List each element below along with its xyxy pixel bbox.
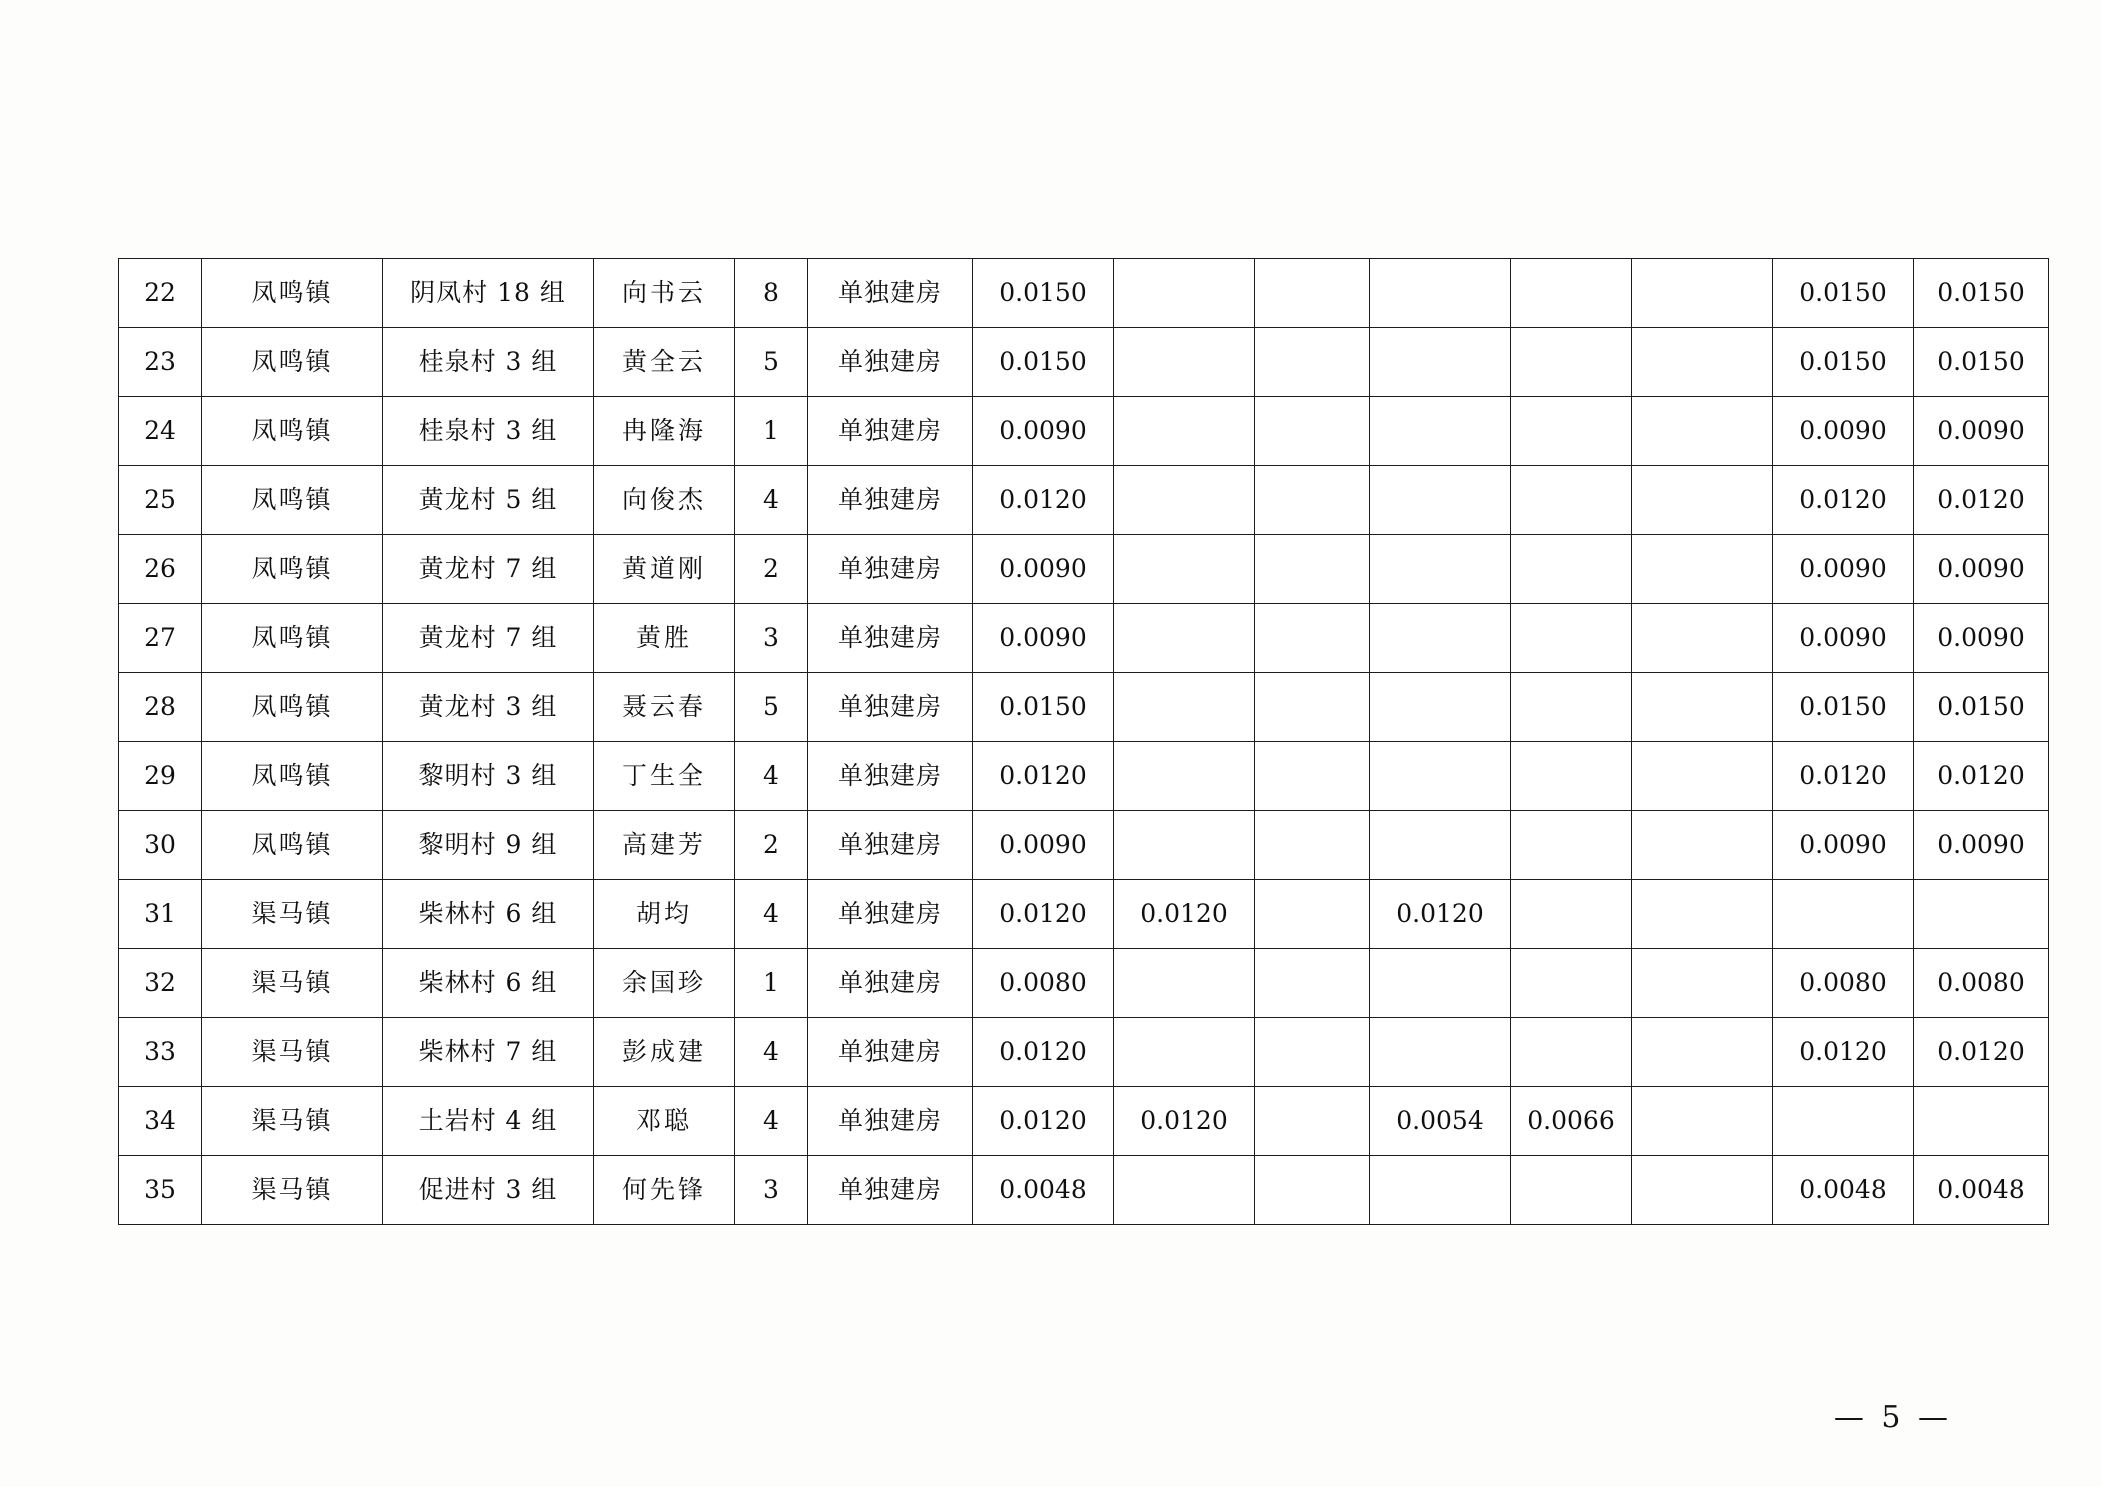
table-container — [118, 258, 2025, 1225]
cell-value-6 — [1632, 1156, 1773, 1225]
cell-index: 30 — [119, 811, 202, 880]
cell-type: 单独建房 — [808, 466, 973, 535]
cell-value-4 — [1370, 949, 1511, 1018]
cell-value-8: 0.0120 — [1914, 466, 2049, 535]
cell-value-5 — [1511, 1156, 1632, 1225]
cell-value-8: 0.0120 — [1914, 742, 2049, 811]
cell-name: 黄道刚 — [594, 535, 735, 604]
cell-value-5 — [1511, 1018, 1632, 1087]
cell-index: 32 — [119, 949, 202, 1018]
cell-value-1: 0.0120 — [973, 880, 1114, 949]
cell-value-1: 0.0120 — [973, 742, 1114, 811]
table-row — [119, 328, 2049, 397]
cell-value-3 — [1255, 1087, 1370, 1156]
cell-type: 单独建房 — [808, 880, 973, 949]
cell-value-1: 0.0090 — [973, 604, 1114, 673]
cell-index: 34 — [119, 1087, 202, 1156]
cell-name: 黄胜 — [594, 604, 735, 673]
table-row — [119, 1087, 2049, 1156]
cell-value-2 — [1114, 397, 1255, 466]
cell-town: 凤鸣镇 — [202, 466, 383, 535]
table-row — [119, 1018, 2049, 1087]
cell-town: 渠马镇 — [202, 880, 383, 949]
cell-index: 28 — [119, 673, 202, 742]
cell-town: 凤鸣镇 — [202, 604, 383, 673]
cell-value-3 — [1255, 742, 1370, 811]
cell-town: 渠马镇 — [202, 949, 383, 1018]
cell-count: 4 — [735, 1018, 808, 1087]
cell-value-7: 0.0090 — [1773, 535, 1914, 604]
cell-index: 23 — [119, 328, 202, 397]
cell-type: 单独建房 — [808, 742, 973, 811]
cell-value-1: 0.0080 — [973, 949, 1114, 1018]
cell-value-1: 0.0120 — [973, 1087, 1114, 1156]
cell-value-4 — [1370, 535, 1511, 604]
cell-value-5 — [1511, 742, 1632, 811]
cell-value-6 — [1632, 466, 1773, 535]
cell-value-3 — [1255, 1018, 1370, 1087]
cell-town: 凤鸣镇 — [202, 397, 383, 466]
cell-village: 阴凤村 18 组 — [383, 259, 594, 328]
cell-value-4: 0.0054 — [1370, 1087, 1511, 1156]
cell-value-5 — [1511, 328, 1632, 397]
cell-index: 24 — [119, 397, 202, 466]
table-row — [119, 397, 2049, 466]
cell-value-4 — [1370, 811, 1511, 880]
cell-value-4 — [1370, 742, 1511, 811]
cell-count: 1 — [735, 949, 808, 1018]
cell-value-8: 0.0120 — [1914, 1018, 2049, 1087]
cell-value-1: 0.0150 — [973, 328, 1114, 397]
cell-value-3 — [1255, 328, 1370, 397]
cell-value-4: 0.0120 — [1370, 880, 1511, 949]
cell-value-2 — [1114, 328, 1255, 397]
cell-index: 22 — [119, 259, 202, 328]
cell-index: 29 — [119, 742, 202, 811]
cell-town: 凤鸣镇 — [202, 328, 383, 397]
cell-village: 黎明村 3 组 — [383, 742, 594, 811]
cell-count: 2 — [735, 811, 808, 880]
cell-value-7: 0.0080 — [1773, 949, 1914, 1018]
cell-value-5 — [1511, 397, 1632, 466]
cell-name: 彭成建 — [594, 1018, 735, 1087]
cell-value-7: 0.0120 — [1773, 1018, 1914, 1087]
cell-value-1: 0.0048 — [973, 1156, 1114, 1225]
cell-value-6 — [1632, 328, 1773, 397]
cell-type: 单独建房 — [808, 259, 973, 328]
cell-type: 单独建房 — [808, 1018, 973, 1087]
table-row — [119, 1156, 2049, 1225]
cell-value-6 — [1632, 742, 1773, 811]
cell-value-6 — [1632, 535, 1773, 604]
cell-value-3 — [1255, 466, 1370, 535]
cell-name: 何先锋 — [594, 1156, 735, 1225]
cell-value-8: 0.0090 — [1914, 604, 2049, 673]
cell-value-2: 0.0120 — [1114, 1087, 1255, 1156]
cell-name: 向俊杰 — [594, 466, 735, 535]
cell-village: 黄龙村 3 组 — [383, 673, 594, 742]
cell-value-8: 0.0090 — [1914, 811, 2049, 880]
table-row — [119, 535, 2049, 604]
cell-value-6 — [1632, 1087, 1773, 1156]
cell-index: 26 — [119, 535, 202, 604]
cell-value-7: 0.0090 — [1773, 397, 1914, 466]
cell-village: 土岩村 4 组 — [383, 1087, 594, 1156]
cell-town: 渠马镇 — [202, 1156, 383, 1225]
cell-name: 冉隆海 — [594, 397, 735, 466]
cell-value-8: 0.0090 — [1914, 535, 2049, 604]
cell-value-5 — [1511, 466, 1632, 535]
cell-value-1: 0.0150 — [973, 673, 1114, 742]
cell-value-7: 0.0150 — [1773, 328, 1914, 397]
cell-village: 黄龙村 5 组 — [383, 466, 594, 535]
cell-value-2 — [1114, 604, 1255, 673]
cell-value-2 — [1114, 1018, 1255, 1087]
cell-count: 5 — [735, 673, 808, 742]
cell-count: 4 — [735, 466, 808, 535]
cell-name: 丁生全 — [594, 742, 735, 811]
cell-value-4 — [1370, 259, 1511, 328]
cell-index: 35 — [119, 1156, 202, 1225]
cell-value-1: 0.0090 — [973, 811, 1114, 880]
table-row — [119, 949, 2049, 1018]
cell-town: 凤鸣镇 — [202, 742, 383, 811]
cell-value-3 — [1255, 397, 1370, 466]
cell-value-2 — [1114, 1156, 1255, 1225]
cell-value-4 — [1370, 1018, 1511, 1087]
cell-value-1: 0.0090 — [973, 397, 1114, 466]
cell-index: 33 — [119, 1018, 202, 1087]
cell-town: 渠马镇 — [202, 1018, 383, 1087]
cell-count: 3 — [735, 1156, 808, 1225]
cell-value-4 — [1370, 466, 1511, 535]
cell-value-3 — [1255, 1156, 1370, 1225]
cell-value-5 — [1511, 673, 1632, 742]
cell-type: 单独建房 — [808, 535, 973, 604]
cell-value-2: 0.0120 — [1114, 880, 1255, 949]
cell-town: 渠马镇 — [202, 1087, 383, 1156]
cell-value-7: 0.0048 — [1773, 1156, 1914, 1225]
cell-village: 黎明村 9 组 — [383, 811, 594, 880]
cell-town: 凤鸣镇 — [202, 811, 383, 880]
cell-value-8 — [1914, 1087, 2049, 1156]
cell-value-2 — [1114, 259, 1255, 328]
table-row — [119, 604, 2049, 673]
cell-type: 单独建房 — [808, 397, 973, 466]
cell-value-6 — [1632, 880, 1773, 949]
cell-value-6 — [1632, 811, 1773, 880]
cell-value-8: 0.0080 — [1914, 949, 2049, 1018]
cell-name: 聂云春 — [594, 673, 735, 742]
cell-type: 单独建房 — [808, 673, 973, 742]
cell-value-1: 0.0090 — [973, 535, 1114, 604]
cell-village: 柴林村 7 组 — [383, 1018, 594, 1087]
cell-name: 高建芳 — [594, 811, 735, 880]
cell-value-5 — [1511, 604, 1632, 673]
cell-value-8: 0.0150 — [1914, 673, 2049, 742]
table-body — [119, 259, 2049, 1225]
cell-village: 桂泉村 3 组 — [383, 328, 594, 397]
cell-index: 31 — [119, 880, 202, 949]
cell-village: 黄龙村 7 组 — [383, 604, 594, 673]
table-row — [119, 673, 2049, 742]
cell-value-8: 0.0150 — [1914, 328, 2049, 397]
table-row — [119, 742, 2049, 811]
cell-value-7: 0.0150 — [1773, 673, 1914, 742]
cell-value-3 — [1255, 811, 1370, 880]
cell-value-1: 0.0120 — [973, 1018, 1114, 1087]
cell-village: 柴林村 6 组 — [383, 949, 594, 1018]
cell-value-6 — [1632, 1018, 1773, 1087]
cell-value-3 — [1255, 535, 1370, 604]
cell-value-7: 0.0120 — [1773, 742, 1914, 811]
cell-count: 4 — [735, 742, 808, 811]
cell-value-1: 0.0120 — [973, 466, 1114, 535]
cell-value-7: 0.0150 — [1773, 259, 1914, 328]
cell-value-8 — [1914, 880, 2049, 949]
cell-value-1: 0.0150 — [973, 259, 1114, 328]
cell-village: 促进村 3 组 — [383, 1156, 594, 1225]
cell-value-7: 0.0120 — [1773, 466, 1914, 535]
cell-value-8: 0.0048 — [1914, 1156, 2049, 1225]
table-row — [119, 880, 2049, 949]
cell-town: 凤鸣镇 — [202, 673, 383, 742]
cell-value-6 — [1632, 673, 1773, 742]
cell-name: 余国珍 — [594, 949, 735, 1018]
cell-value-6 — [1632, 604, 1773, 673]
cell-count: 3 — [735, 604, 808, 673]
cell-value-2 — [1114, 673, 1255, 742]
cell-index: 27 — [119, 604, 202, 673]
table-row — [119, 259, 2049, 328]
cell-value-4 — [1370, 1156, 1511, 1225]
cell-value-5 — [1511, 880, 1632, 949]
cell-count: 5 — [735, 328, 808, 397]
cell-value-7: 0.0090 — [1773, 604, 1914, 673]
cell-count: 1 — [735, 397, 808, 466]
cell-type: 单独建房 — [808, 949, 973, 1018]
cell-value-4 — [1370, 397, 1511, 466]
cell-value-7: 0.0090 — [1773, 811, 1914, 880]
cell-value-5 — [1511, 811, 1632, 880]
cell-name: 向书云 — [594, 259, 735, 328]
cell-name: 胡均 — [594, 880, 735, 949]
cell-type: 单独建房 — [808, 1087, 973, 1156]
cell-type: 单独建房 — [808, 1156, 973, 1225]
cell-value-3 — [1255, 604, 1370, 673]
cell-name: 黄全云 — [594, 328, 735, 397]
cell-value-5 — [1511, 949, 1632, 1018]
cell-value-3 — [1255, 880, 1370, 949]
cell-value-8: 0.0150 — [1914, 259, 2049, 328]
cell-village: 桂泉村 3 组 — [383, 397, 594, 466]
cell-value-7 — [1773, 880, 1914, 949]
cell-value-2 — [1114, 811, 1255, 880]
cell-value-3 — [1255, 673, 1370, 742]
table-row — [119, 811, 2049, 880]
cell-value-8: 0.0090 — [1914, 397, 2049, 466]
table-row — [119, 466, 2049, 535]
cell-value-3 — [1255, 949, 1370, 1018]
cell-value-6 — [1632, 397, 1773, 466]
cell-value-4 — [1370, 604, 1511, 673]
cell-value-2 — [1114, 466, 1255, 535]
cell-town: 凤鸣镇 — [202, 259, 383, 328]
cell-village: 黄龙村 7 组 — [383, 535, 594, 604]
cell-type: 单独建房 — [808, 604, 973, 673]
cell-type: 单独建房 — [808, 328, 973, 397]
cell-value-6 — [1632, 259, 1773, 328]
cell-value-3 — [1255, 259, 1370, 328]
cell-value-2 — [1114, 742, 1255, 811]
cell-count: 2 — [735, 535, 808, 604]
cell-index: 25 — [119, 466, 202, 535]
cell-name: 邓聪 — [594, 1087, 735, 1156]
cell-value-4 — [1370, 673, 1511, 742]
cell-village: 柴林村 6 组 — [383, 880, 594, 949]
cell-town: 凤鸣镇 — [202, 535, 383, 604]
cell-value-5: 0.0066 — [1511, 1087, 1632, 1156]
cell-value-6 — [1632, 949, 1773, 1018]
cell-value-7 — [1773, 1087, 1914, 1156]
cell-value-5 — [1511, 259, 1632, 328]
cell-count: 8 — [735, 259, 808, 328]
subsidy-table — [118, 258, 2049, 1225]
cell-value-5 — [1511, 535, 1632, 604]
cell-count: 4 — [735, 1087, 808, 1156]
page-number: — 5 — — [1833, 1400, 1952, 1435]
cell-value-2 — [1114, 535, 1255, 604]
cell-type: 单独建房 — [808, 811, 973, 880]
cell-count: 4 — [735, 880, 808, 949]
cell-value-2 — [1114, 949, 1255, 1018]
cell-value-4 — [1370, 328, 1511, 397]
